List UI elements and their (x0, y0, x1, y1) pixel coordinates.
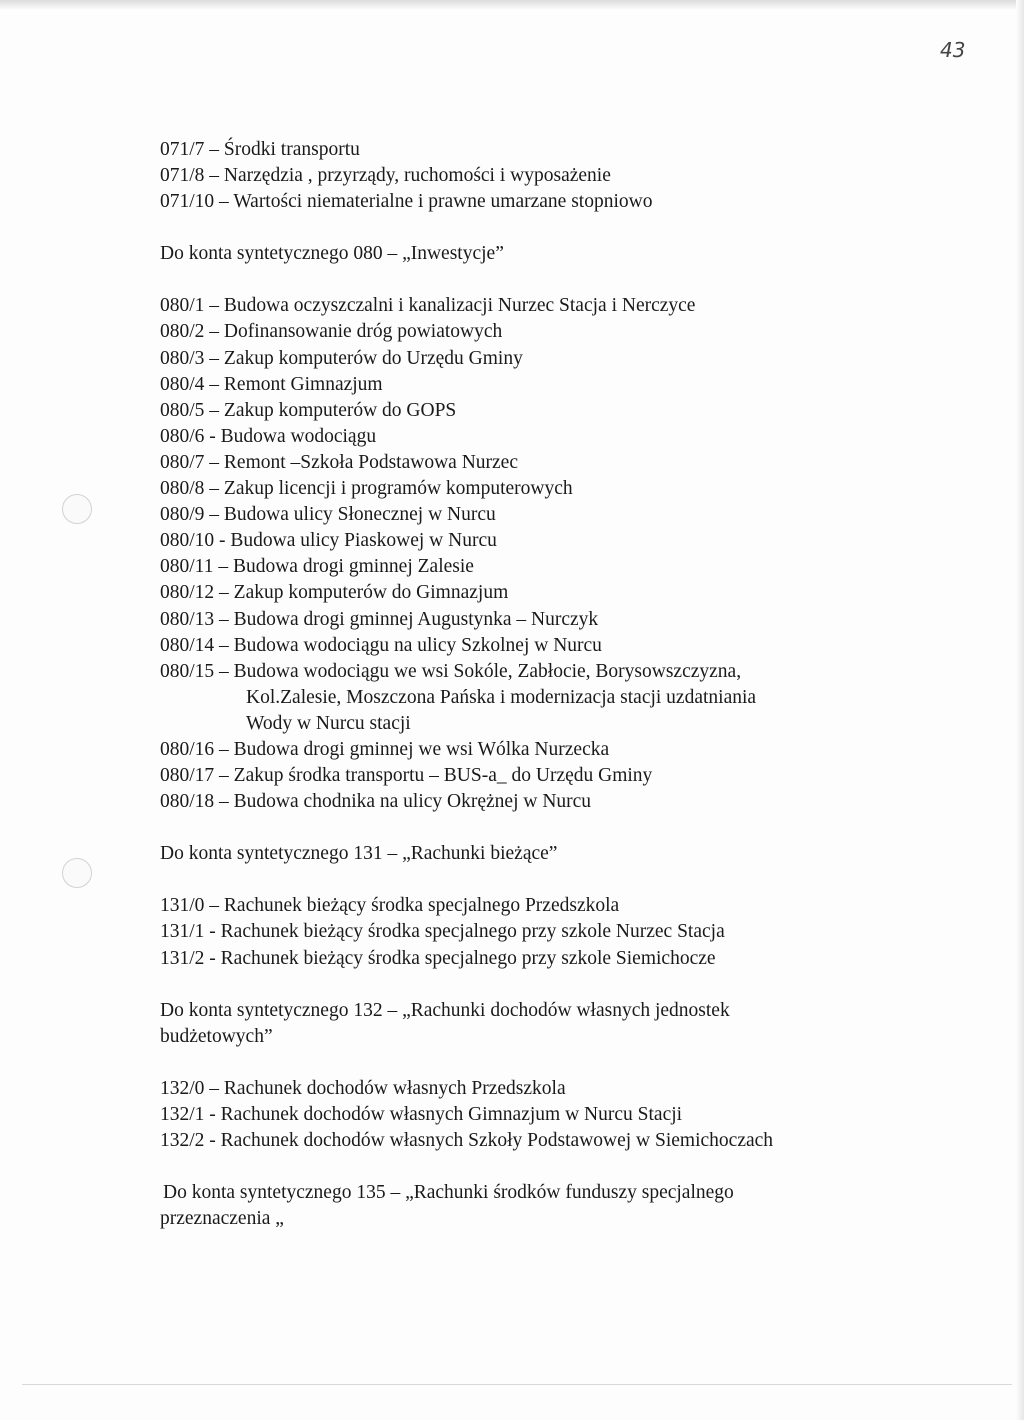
section-heading-132-cont: budżetowych” (160, 1025, 273, 1047)
account-line: 132/2 - Rachunek dochodów własnych Szkoły Podstawowej w Siemichoczach (160, 1130, 774, 1151)
section-heading-131: Do konta syntetycznego 131 – „Rachunki bieżące” (160, 843, 558, 865)
account-line: 080/13 – Budowa drogi gminnej Augustynka – Nurczyk (160, 608, 599, 630)
account-line: 080/6 - Budowa wodociągu (160, 425, 377, 447)
account-line: 080/7 – Remont –Szkoła Podstawowa Nurzec (160, 451, 518, 473)
account-line: 080/2 – Dofinansowanie dróg powiatowych (160, 321, 503, 343)
account-line: 132/1 - Rachunek dochodów własnych Gimnazjum w Nurcu Stacji (160, 1103, 683, 1125)
section-heading-135: Do konta syntetycznego 135 – „Rachunki środków funduszy specjalnego (163, 1182, 734, 1204)
account-line: 080/9 – Budowa ulicy Słonecznej w Nurcu (160, 504, 496, 526)
page-number: 43 (940, 38, 966, 62)
account-line: 080/11 – Budowa drogi gminnej Zalesie (160, 556, 474, 578)
account-line: 071/8 – Narzędzia , przyrządy, ruchomości i wyposażenie (160, 165, 611, 187)
punch-hole-icon (62, 494, 92, 524)
account-line: 071/10 – Wartości niematerialne i prawne umarzane stopniowo (160, 191, 653, 213)
punch-hole-icon (62, 858, 92, 888)
account-line: 080/3 – Zakup komputerów do Urzędu Gminy (160, 347, 523, 369)
section-heading-135-cont: przeznaczenia „ (160, 1208, 284, 1230)
account-line: 080/16 – Budowa drogi gminnej we wsi Wólka Nurzecka (160, 738, 610, 760)
account-line-continuation: Kol.Zalesie, Moszczona Pańska i modernizacja stacji uzdatniania (246, 686, 757, 708)
account-line: 080/15 – Budowa wodociągu we wsi Sokóle, Zabłocie, Borysowszczyzna, (160, 660, 742, 682)
account-line: 132/0 – Rachunek dochodów własnych Przedszkola (160, 1077, 566, 1099)
account-line: 131/0 – Rachunek bieżący środka specjalnego Przedszkola (160, 895, 620, 917)
account-line: 080/1 – Budowa oczyszczalni i kanalizacji Nurzec Stacja i Nerczyce (160, 295, 696, 317)
section-heading-132: Do konta syntetycznego 132 – „Rachunki dochodów własnych jednostek (160, 999, 730, 1021)
scan-border-line (22, 1384, 1012, 1385)
scan-edge-top (0, 0, 1024, 10)
document-body (160, 137, 1000, 1232)
account-line: 080/17 – Zakup środka transportu – BUS-a_ do Urzędu Gminy (160, 765, 653, 787)
account-line-continuation: Wody w Nurcu stacji (246, 712, 411, 734)
account-line: 080/8 – Zakup licencji i programów komputerowych (160, 478, 573, 500)
account-line: 131/2 - Rachunek bieżący środka specjalnego przy szkole Siemichocze (160, 947, 716, 969)
scan-edge-right (1016, 0, 1024, 1420)
account-line: 080/4 – Remont Gimnazjum (160, 373, 383, 395)
account-line: 080/10 - Budowa ulicy Piaskowej w Nurcu (160, 530, 497, 552)
section-heading-080: Do konta syntetycznego 080 – „Inwestycje” (160, 243, 504, 265)
account-line: 071/7 – Środki transportu (160, 139, 360, 160)
account-line: 080/14 – Budowa wodociągu na ulicy Szkolnej w Nurcu (160, 634, 602, 656)
account-line: 080/12 – Zakup komputerów do Gimnazjum (160, 582, 509, 604)
account-line: 131/1 - Rachunek bieżący środka specjalnego przy szkole Nurzec Stacja (160, 921, 725, 943)
account-line: 080/5 – Zakup komputerów do GOPS (160, 399, 457, 421)
account-line: 080/18 – Budowa chodnika na ulicy Okrężnej w Nurcu (160, 791, 592, 813)
